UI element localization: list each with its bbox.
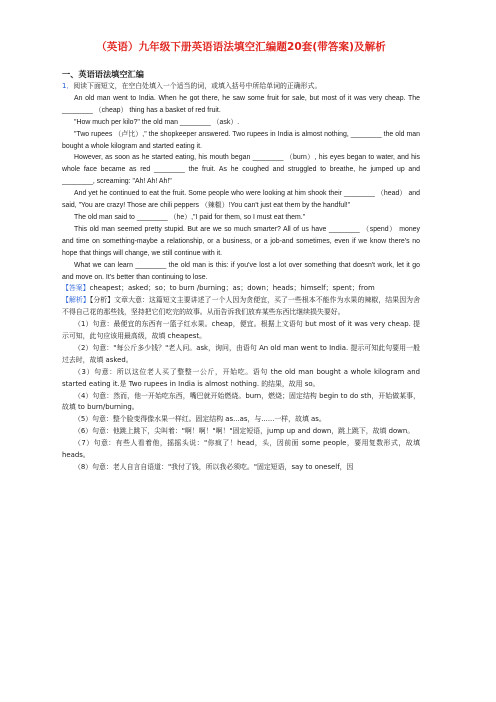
analysis-text: 【分析】文章大意：这篇短文主要讲述了一个人因为贪便宜，买了一些根本不能作为水果的辣椒，结果因为舍不得自己花的那些钱，坚持把它们吃完的故事。从而告诉我们放弃某些东西比继续损失要好。 (62, 296, 421, 317)
answer-block (62, 283, 420, 295)
explanation-item: （7）句意：有些人看着他，摇摇头说："你疯了！head，头，因前面 some people，要用复数形式，故填 heads。 (62, 439, 420, 460)
passage-paragraph: "How much per kilo?" the old man ________ （ask）. (74, 118, 240, 126)
page-title: （英语）九年级下册英语语法填空汇编题20套(带答案)及解析 (96, 41, 386, 53)
analysis-block (62, 295, 420, 319)
explanation-item: （6）句意：他跳上跳下，尖叫着："啊！啊！"啊！"固定短语，jump up and down，跳上跳下，故填 down。 (74, 427, 415, 436)
passage-paragraph: And yet he continued to eat the fruit. Some people who were looking at him shook their ________ （head） and said, "You are crazy! Those are chili peppers （辣椒）!You can't just eat them by the handful!" (62, 190, 420, 210)
answer-tag: 【答案】 (62, 284, 90, 293)
question-number: 1． (62, 82, 74, 90)
document-page (62, 40, 420, 474)
explanation-item: （4）句意：然而，他一开始吃东西，嘴巴就开始燃烧。burn，燃烧；固定结构 begin to do sth，开始做某事，故填 to burn/burning。 (62, 391, 420, 412)
answer-text: cheapest；asked；so；to burn /burning；as；down；heads；himself；spent；from (89, 284, 375, 293)
passage-paragraph: The old man said to ________ （he）,"I paid for them, so I must eat them." (74, 213, 306, 221)
passage-paragraph: What we can learn ________ the old man is this: if you've lost a lot over something that doesn't work, let it go and move on. It's better than continuing to lose. (62, 261, 420, 281)
explanation-item: （3）句意：所以这位老人买了整整一公斤，开始吃。语句 the old man bought a whole kilogram and started eating it.是 Two rupees in India is almost nothing. 的结果，故用 so。 (62, 367, 420, 388)
passage-paragraph: An old man went to India. When he got there, he saw some fruit for sale, but most of it was very cheap. The ________ （cheap） thing has a basket of red fruit. (62, 94, 420, 114)
explanation-item: （8）句意：老人自言自语道："我付了钱，所以我必须吃。"固定短语，say to oneself，因 (74, 463, 354, 471)
passage-paragraph: This old man seemed pretty stupid. But are we so much smarter? All of us have ________ （spend） money and time on something-maybe a relationship, or a business, or a job-and sometimes, even if we know there's no hope that things will change, we still continue with it. (62, 225, 420, 257)
explanation-item: （5）句意：整个脸变得像水果一样红。固定结构 as...as，与......一样，故填 as。 (74, 415, 326, 424)
analysis-tag: 【解析】 (62, 296, 90, 305)
passage-paragraph: "Two rupees （卢比）," the shopkeeper answered. Two rupees in India is almost nothing, ________ the old man bought a whole kilogram and started eating it. (62, 130, 420, 150)
question-instruction: 阅读下面短文，在空白处填入一个适当的词，或填入括号中所给单词的正确形式。 (73, 82, 322, 90)
question-line (62, 81, 420, 93)
explanation-item: （2）句意："每公斤多少钱？"老人问。ask，询问，由语句 An old man went to India. 提示可知此句要用一般过去时，故填 asked。 (62, 343, 420, 364)
passage-paragraph: However, as soon as he started eating, his mouth began ________ （burn）, his eyes began to water, and his whole face became as red ________ the fruit. As he coughed and struggled to breathe, he jumped up and ________, screaming: "Ah! Ah! Ah!" (62, 154, 420, 186)
explanation-item: （1）句意：最便宜的东西有一篮子红水果。cheap，便宜。根据上文语句 but most of it was very cheap. 提示可知，此句应该用最高级，故填 cheapest。 (62, 320, 420, 341)
section-heading: 一、英语语法填空汇编 (62, 69, 144, 79)
